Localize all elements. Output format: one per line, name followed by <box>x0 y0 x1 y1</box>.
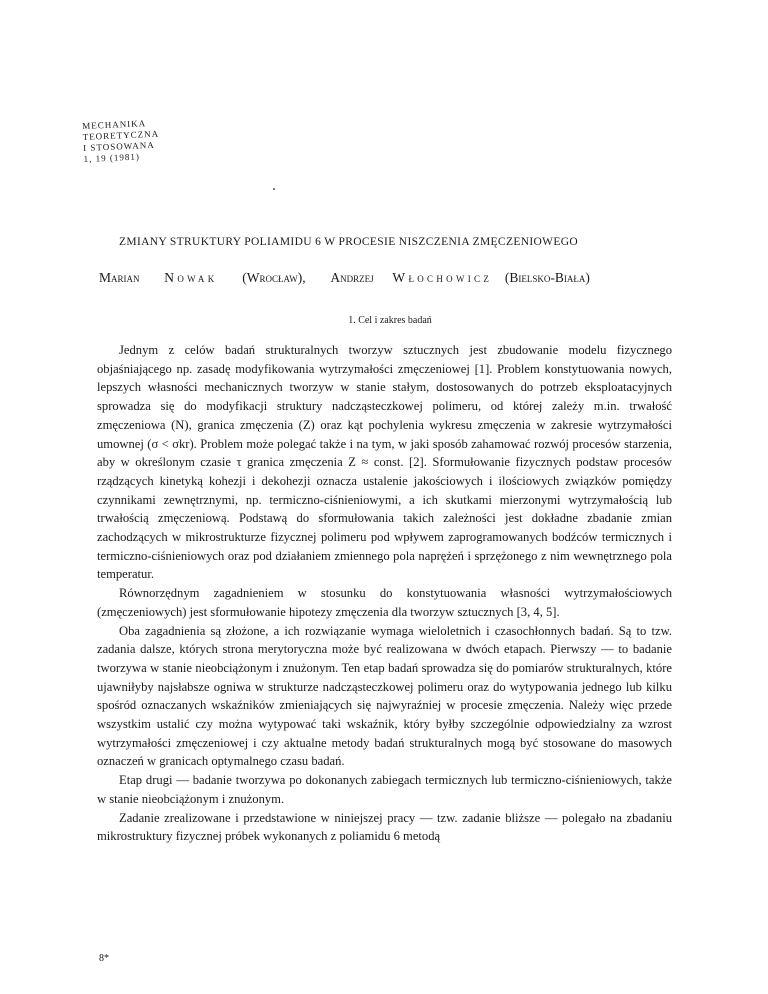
author-1-given-name: Marian <box>99 270 140 285</box>
paragraph-3: Oba zagadnienia są złożone, a ich rozwiązanie wymaga wieloletnich i czasochłonnych badań. Są to tzw. zadania dalsze, których strona merytoryczna może być realizowana w dwóch etapach. Pierwszy — to badanie tworzywa w stanie nieobciążonym i znużonym. Ten etap badań sprowadza się do pomiarów strukturalnych, które ujawniłyby najsłabsze ogniwa w strukturze nadcząsteczkowej polimeru oraz do wytypowania jednego lub kilku spośród oznaczanych wskaźników zmieniających się najwyraźniej w procesie zmęczenia. Należy więc przede wszystkim ustalić czy można wytypować taki wskaźnik, który byłby szczególnie odpowiedzialny za wzrost wytrzymałości zmęczeniowej i czy aktualne metody badań strukturalnych mogą być stosowane do masowych oznaczeń w granicach optymalnego czasu badań. <box>97 623 672 769</box>
author-2-given-name: Andrzej <box>330 270 374 285</box>
paragraph-5: Zadanie zrealizowane i przedstawione w niniejszej pracy — tzw. zadanie bliższe — polegało na zbadaniu mikrostruktury fizycznej próbek wykonanych z poliamidu 6 metodą <box>97 810 672 844</box>
journal-volume: 1, 19 (1981) <box>83 151 141 164</box>
paragraph-2: Równorzędnym zagadnieniem w stosunku do konstytuowania własności wytrzymałościowych (zmęczeniowych) jest sformułowanie hipotezy zmęczenia dla tworzyw sztucznych [3, 4, 5]. <box>97 586 672 619</box>
paragraph-1: Jednym z celów badań strukturalnych tworzyw sztucznych jest zbudowanie modelu fizycznego objaśniającego np. zasadę modyfikowania wytrzymałości zmęczeniowej [1]. Problem konstytuowania nowych, lepszych własności mechanicznych tworzyw w stanie stałym, dostosowanych do potrzeb eksploatacyjnych sprowadza się do modyfikacji struktury nadcząsteczkowej polimeru, od której zależy m.in. trwałość zmęczeniowa (N), granica zmęczenia (Z) oraz kąt pochylenia wykresu zmęczenia w zakresie wytrzymałości umownej (σ < σkr). Problem może polegać także i na tym, w jaki sposób zahamować rozwój procesów starzenia, aby w określonym czasie τ granica zmęczenia Z ≈ const. [2]. Sformułowanie fizycznych podstaw procesów rządzących kinetyką kohezji i dekohezji oznacza ustalenie jakościowych i ilościowych związków pomiędzy czynnikami zewnętrznymi, np. termiczno-ciśnieniowymi, a ich skutkami mierzonymi wytrzymałością lub trwałością zmęczeniową. Podstawą do sformułowania takich zależności jest dokładne zbadanie zmian zachodzących w mikrostrukturze fizycznej polimeru pod wpływem zaprogramowanych bodźców termicznych i termiczno-ciśnieniowych oraz pod działaniem zmiennego pola naprężeń i sprzężonego z nim wewnętrznego pola temperatur. <box>97 343 672 582</box>
section-heading: 1. Cel i zakres badań <box>348 315 432 326</box>
journal-name-line-3: I STOSOWANA <box>82 139 155 153</box>
page-number: 8* <box>99 953 109 964</box>
author-2-affiliation: (Bielsko-Biała) <box>504 270 590 285</box>
journal-header <box>82 118 160 165</box>
paragraph-4: Etap drugi — badanie tworzywa po dokonanych zabiegach termicznych lub termiczno-ciśnieniowych, także w stanie nieobciążonym i znużonym. <box>97 773 672 806</box>
author-2-surname: Włochowicz <box>392 270 493 285</box>
article-title: ZMIANY STRUKTURY POLIAMIDU 6 W PROCESIE NISZCZENIA ZMĘCZENIOWEGO <box>119 236 579 248</box>
article-body <box>97 341 672 846</box>
print-speck <box>273 188 275 190</box>
author-1-affiliation: (Wrocław), <box>242 270 306 285</box>
journal-name-line-2: TEORETYCZNA <box>82 128 160 142</box>
author-1-surname: Nowak <box>164 270 218 285</box>
journal-name-line-1: MECHANIKA <box>82 118 147 131</box>
author-line <box>99 270 590 286</box>
